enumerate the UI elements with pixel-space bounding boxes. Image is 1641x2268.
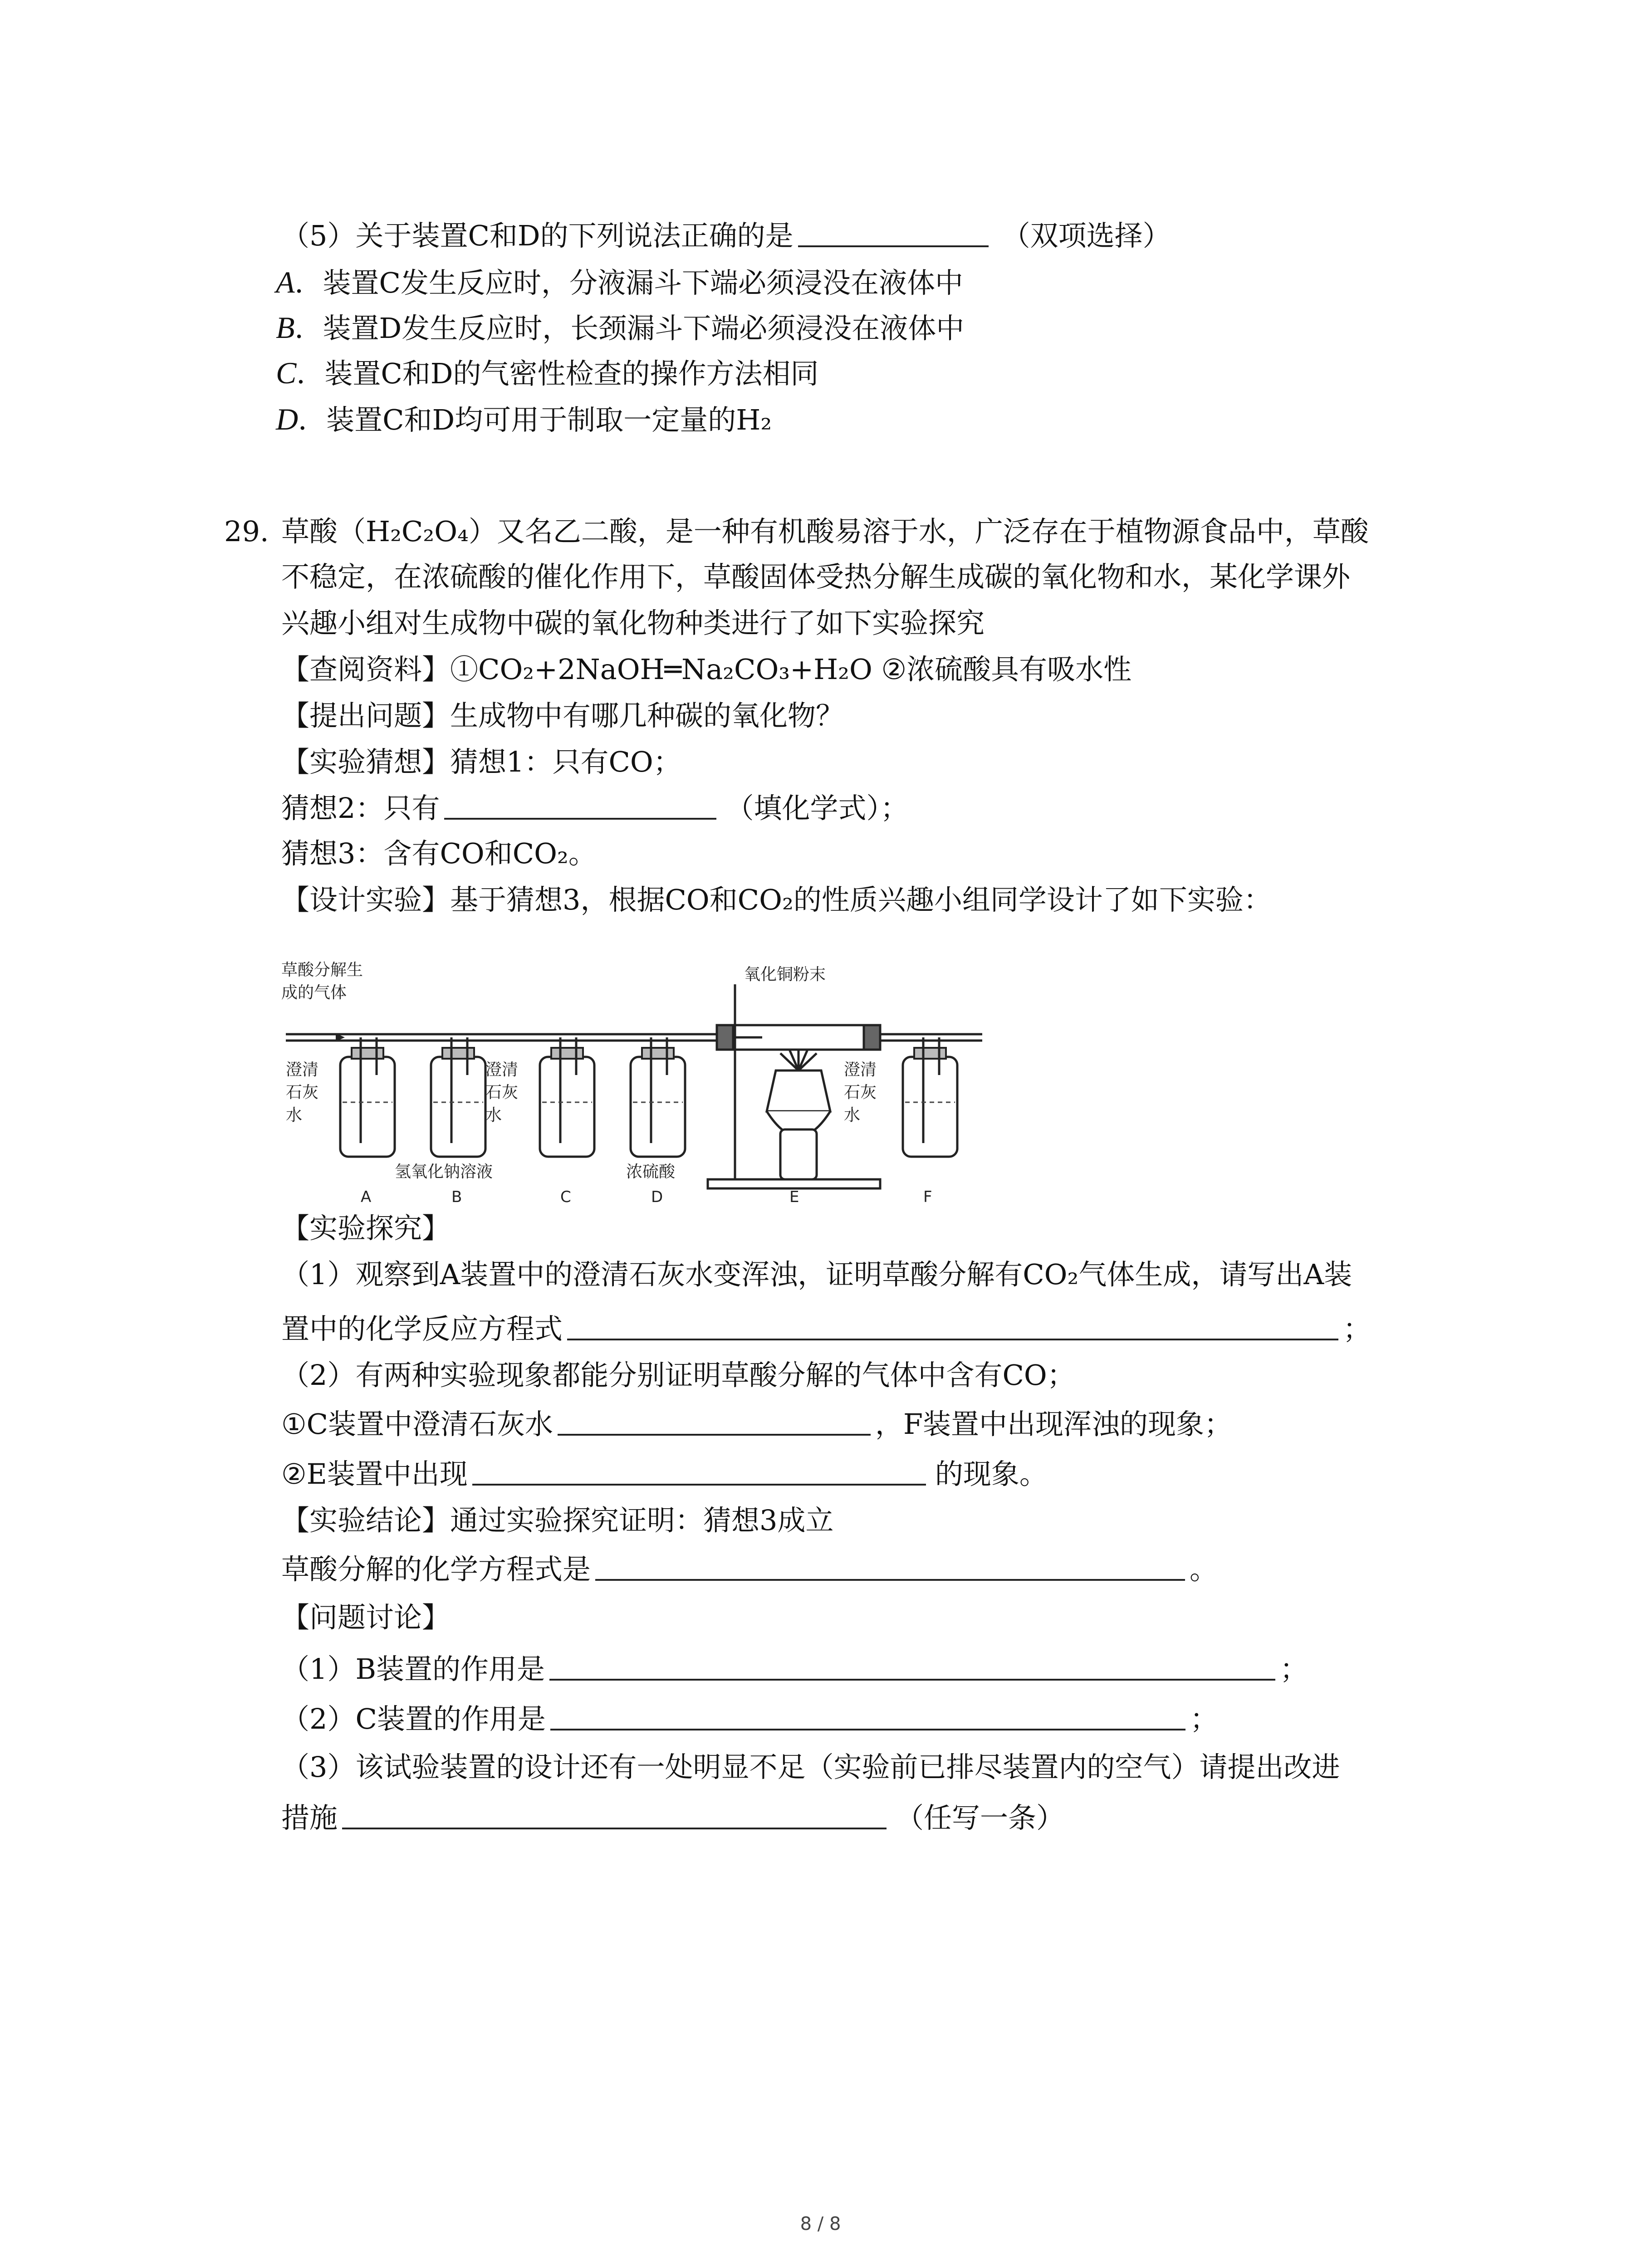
q29-intro-line-1: 草酸（H₂C₂O₄）又名乙二酸，是一种有机酸易溶于水，广泛存在于植物源食品中，草酸	[281, 515, 1369, 548]
equation-a-answer-blank[interactable]	[567, 1312, 1338, 1340]
obs-1-answer-blank[interactable]	[558, 1408, 871, 1436]
limewater-label-c-3: 水	[485, 1106, 502, 1124]
option-letter: C	[276, 356, 297, 390]
limewater-label-f-3: 水	[844, 1106, 861, 1124]
q29-intro-line-3: 兴趣小组对生成物中碳的氧化物种类进行了如下实验探究	[281, 606, 985, 640]
limewater-label-f-2: 石灰	[844, 1083, 877, 1102]
obs-1-suffix: ，F装置中出现浑浊的现象；	[875, 1408, 1233, 1441]
oxalic-equation	[281, 1551, 1218, 1588]
bottle-b	[431, 1037, 485, 1157]
discussion-1-prefix: （1）B装置的作用是	[281, 1652, 545, 1686]
option-letter: D	[276, 402, 299, 436]
discussion-title: 【问题讨论】	[281, 1601, 451, 1634]
q29-guess-3: 猜想3：含有CO和CO₂。	[281, 837, 597, 870]
page-number: 8 / 8	[800, 2214, 841, 2234]
discussion-1	[281, 1651, 1308, 1687]
guess-2-answer-blank[interactable]	[444, 792, 716, 820]
label-f: F	[923, 1188, 932, 1206]
bottle-c	[540, 1037, 594, 1157]
q28-5-stem-line	[281, 218, 1171, 254]
q29-design: 【设计实验】基于猜想3，根据CO和CO₂的性质兴趣小组同学设计了如下实验：	[281, 883, 1272, 916]
limewater-label-c-1: 澄清	[485, 1061, 519, 1079]
label-a: A	[361, 1188, 372, 1206]
explore-title: 【实验探究】	[281, 1212, 451, 1245]
option-text: ．装置D发生反应时，长颈漏斗下端必须浸没在液体中	[294, 312, 965, 345]
discussion-2	[281, 1701, 1218, 1737]
option-text: ．装置C和D的气密性检查的操作方法相同	[296, 357, 819, 390]
naoh-label: 氢氧化钠溶液	[395, 1163, 493, 1181]
q29-number: 29.	[224, 515, 269, 548]
option-letter: B	[276, 310, 295, 345]
q29-intro-line-2: 不稳定，在浓硫酸的催化作用下，草酸固体受热分解生成碳的氧化物和水，某化学课外	[281, 560, 1351, 593]
explore-2: （2）有两种实验现象都能分别证明草酸分解的气体中含有CO；	[281, 1359, 1075, 1392]
label-d: D	[651, 1188, 663, 1206]
conclusion: 【实验结论】通过实验探究证明：猜想3成立	[281, 1504, 834, 1537]
label-c: C	[560, 1188, 571, 1206]
discussion-3-suffix: （任写一条）	[896, 1801, 1065, 1834]
inlet-label-line-2: 成的气体	[281, 983, 347, 1002]
apparatus-diagram	[281, 953, 989, 1207]
discussion-1-answer-blank[interactable]	[549, 1652, 1275, 1681]
discussion-2-prefix: （2）C装置的作用是	[281, 1702, 546, 1735]
obs-2-suffix: 的现象。	[935, 1457, 1048, 1491]
bottle-f	[903, 1037, 957, 1157]
limewater-label-a-2: 石灰	[286, 1083, 319, 1102]
period: 。	[1190, 1553, 1218, 1586]
option-letter: A	[276, 265, 295, 299]
discussion-3-line-1: （3）该试验装置的设计还有一处明显不足（实验前已排尽装置内的空气）请提出改进	[281, 1750, 1340, 1784]
limewater-label-a-1: 澄清	[286, 1061, 319, 1079]
discussion-3-answer-blank[interactable]	[342, 1801, 887, 1829]
bottle-a	[340, 1037, 395, 1157]
q28-5-option-c	[276, 355, 819, 391]
limewater-label-c-2: 石灰	[485, 1083, 519, 1102]
h2so4-label: 浓硫酸	[626, 1163, 676, 1181]
explore-1-line-2	[281, 1311, 1371, 1347]
q28-5-stem: （5）关于装置C和D的下列说法正确的是	[281, 219, 794, 252]
semicolon: ；	[1343, 1312, 1372, 1345]
semicolon: ；	[1280, 1652, 1308, 1686]
discussion-2-answer-blank[interactable]	[550, 1702, 1185, 1730]
q29-guess-2	[281, 790, 908, 826]
label-e: E	[789, 1188, 799, 1206]
label-b: B	[451, 1188, 462, 1206]
q28-5-option-d	[276, 401, 772, 437]
bottle-d	[631, 1037, 685, 1157]
oxalic-equation-answer-blank[interactable]	[595, 1553, 1185, 1581]
inlet-label-line-1: 草酸分解生	[281, 961, 363, 979]
explore-1-line-1: （1）观察到A装置中的澄清石灰水变浑浊，证明草酸分解有CO₂气体生成，请写出A装	[281, 1258, 1352, 1291]
observation-2	[281, 1456, 1048, 1492]
q28-5-answer-blank[interactable]	[798, 219, 989, 247]
guess-2-prefix: 猜想2：只有	[281, 792, 440, 825]
explore-1-prefix: 置中的化学反应方程式	[281, 1312, 563, 1345]
obs-2-prefix: ②E装置中出现	[281, 1457, 468, 1491]
obs-2-answer-blank[interactable]	[472, 1457, 926, 1486]
q29-guess-1: 【实验猜想】猜想1：只有CO；	[281, 745, 681, 778]
cuo-label: 氧化铜粉末	[744, 965, 826, 984]
equation-prefix: 草酸分解的化学方程式是	[281, 1553, 591, 1586]
option-text: ．装置C发生反应时，分液漏斗下端必须浸没在液体中	[294, 266, 963, 299]
semicolon: ；	[1190, 1702, 1218, 1735]
q28-5-suffix: （双项选择）	[1002, 219, 1171, 252]
obs-1-prefix: ①C装置中澄清石灰水	[281, 1408, 554, 1441]
option-text: ．装置C和D均可用于制取一定量的H₂	[298, 403, 772, 436]
q28-5-option-b	[276, 309, 964, 346]
discussion-3-prefix: 措施	[281, 1801, 338, 1834]
limewater-label-f-1: 澄清	[844, 1061, 877, 1079]
discussion-3-line-2	[281, 1800, 1064, 1836]
observation-1	[281, 1406, 1232, 1442]
guess-2-suffix: （填化学式）；	[725, 792, 909, 825]
limewater-label-a-3: 水	[286, 1106, 303, 1124]
q29-reference: 【查阅资料】①CO₂+2NaOH═Na₂CO₃+H₂O ②浓硫酸具有吸水性	[281, 653, 1132, 686]
q28-5-option-a	[276, 264, 963, 300]
q29-question: 【提出问题】生成物中有哪几种碳的氧化物？	[281, 699, 844, 732]
